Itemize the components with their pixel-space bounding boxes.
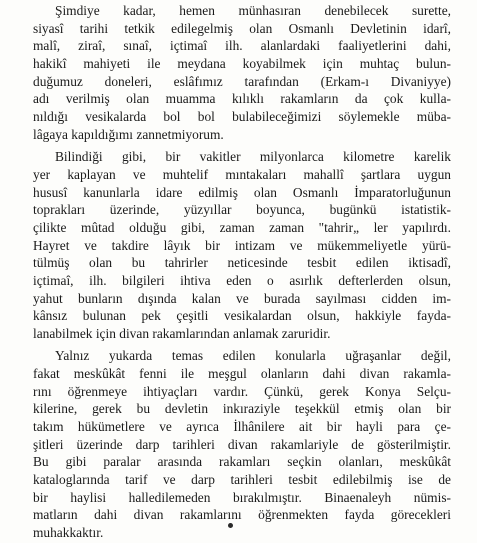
text-line: lâgaya kapıldığımı zannetmiyorum. (33, 126, 224, 142)
text-line: nıldığı vesikalarda bol bol bulabileceğimizi söylemekle müba- (33, 108, 451, 124)
text-line: Bilindiği gibi, bir vakitler milyonlarca kilometre karelik (55, 149, 451, 165)
paragraph-1 (33, 2, 451, 143)
text-line: hakikî mahiyeti ile meydana koyabilmek için muhtaç bulun- (33, 55, 451, 71)
text-line: lanabilmek için divan rakamlarından anlamak zaruridir. (33, 325, 331, 341)
text-line: matların dahi divan rakamlarını öğrenmekten fayda görecekleri (33, 507, 451, 523)
text-line: içtimaî, ilh. bilgileri ihtiva eden o asırlık defterlerden olsun, (33, 272, 451, 288)
text-line: fakat meskûkât fenni ile meşgul olanların dahi divan rakamla- (33, 366, 451, 382)
text-line: şitleri üzerinde darp tarihleri divan rakamlariyle de gösterilmiştir. (33, 436, 451, 452)
body-text (33, 2, 451, 547)
text-line: muhakkaktır. (33, 525, 104, 541)
text-line: yer kaplayan ve muhtelif mıntakaları mahallî şartlara uygun (33, 166, 451, 182)
text-line: kânsız bulunan pek çeşitli vesikalardan olsun, hakkiyle fayda- (33, 308, 451, 324)
text-line: çilikte mûtad olduğu gibi, zaman zaman "tahrir„ ler yapılırdı. (33, 219, 451, 235)
text-line: adı verilmiş olan muamma kılıklı rakamların da çok kulla- (33, 91, 451, 107)
paragraph-2 (33, 148, 451, 342)
text-line: tülmüş olan bu tahrirler neticesinde tesbit edilen iktisadî, (33, 255, 451, 271)
text-line: duğumuz doneleri, eslâfımız tarafından (Erkam-ı Divaniyye) (33, 73, 451, 89)
text-line: bir haylisi halledilemeden bırakılmıştır. Binaenaleyh nümis- (33, 489, 451, 505)
text-line: toprakları üzerinde, yüzyıllar boyunca, bugünkü istatistik- (33, 202, 451, 218)
text-line: hususî kanunlarla idare edilmiş olan Osmanlı İmparatorluğunun (33, 184, 451, 200)
text-line: kilerine, gerek bu devletin inkıraziyle teşekkül etmiş olan bir (33, 401, 451, 417)
text-line: siyasî tarihi tetkik edilegelmiş olan Osmanlı Devletinin idarî, (33, 20, 451, 36)
text-line: yahut bunların dışında kalan ve burada sayılması cidden im- (33, 290, 451, 306)
text-line: takım hükümetlere ve ayrıca İlhânilere ait bir hayli para çe- (33, 419, 451, 435)
text-line: Bu gibi paralar arasında rakamları seçkin olanları, meskûkât (33, 454, 451, 470)
text-line: Şimdiye kadar, hemen münhasıran denebilecek surette, (55, 3, 451, 18)
paragraph-3 (33, 347, 451, 541)
text-line: kataloglarında tarif ve darp tarihleri tesbit edilebilmiş ise de (33, 472, 451, 488)
text-line: Hayret ve takdire lâyık bir intizam ve mükemmeliyetle yürü- (33, 237, 451, 253)
page-footer-dot (228, 523, 233, 528)
text-line: rını öğrenmeye ihtiyaçları vardır. Çünkü, gerek Konya Selçu- (33, 383, 451, 399)
text-line: Yalnız yukarda temas edilen konularla uğraşanlar değil, (55, 348, 451, 364)
text-line: malî, ziraî, sınaî, içtimaî ilh. alanlardaki faaliyetlerini dahi, (33, 38, 451, 54)
